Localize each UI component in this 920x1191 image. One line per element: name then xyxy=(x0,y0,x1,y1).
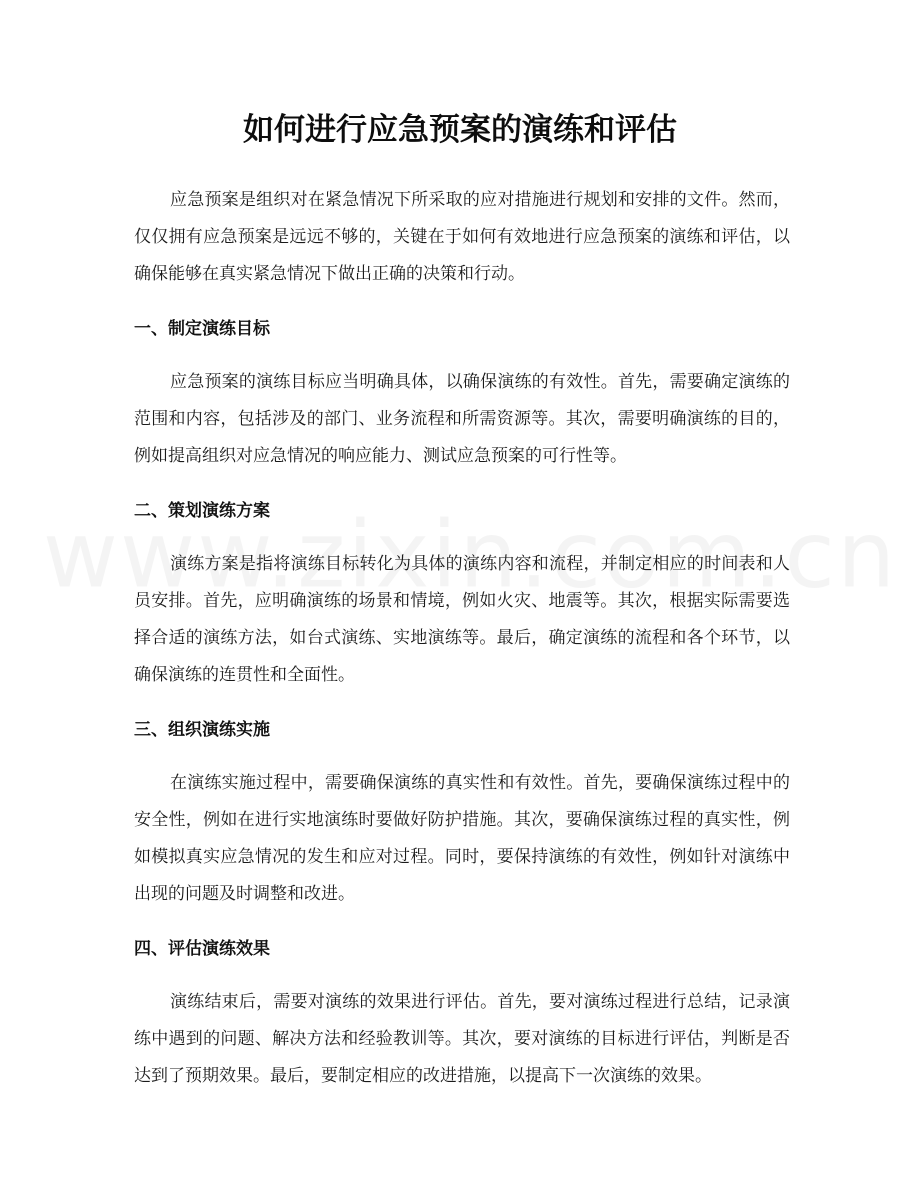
section-heading-4: 四、评估演练效果 xyxy=(134,939,270,959)
intro-paragraph: 应急预案是组织对在紧急情况下所采取的应对措施进行规划和安排的文件。然而，仅仅拥有应急预案是远远不够的，关键在于如何有效地进行应急预案的演练和评估，以确保能够在真实紧急情况下做出正确的决策和行动。 xyxy=(134,190,790,284)
section-heading-3: 三、组织演练实施 xyxy=(134,720,270,740)
section-heading-1: 一、制定演练目标 xyxy=(134,319,270,339)
section-heading-2: 二、策划演练方案 xyxy=(134,501,270,521)
section-paragraph-4: 演练结束后，需要对演练的效果进行评估。首先，要对演练过程进行总结，记录演练中遇到的问题、解决方法和经验教训等。其次，要对演练的目标进行评估，判断是否达到了预期效果。最后，要制定相应的改进措施，以提高下一次演练的效果。 xyxy=(134,992,790,1086)
section-paragraph-1: 应急预案的演练目标应当明确具体，以确保演练的有效性。首先，需要确定演练的范围和内容，包括涉及的部门、业务流程和所需资源等。其次，需要明确演练的目的，例如提高组织对应急情况的响应能力、测试应急预案的可行性等。 xyxy=(134,372,790,466)
section-paragraph-2: 演练方案是指将演练目标转化为具体的演练内容和流程，并制定相应的时间表和人员安排。首先，应明确演练的场景和情境，例如火灾、地震等。其次，根据实际需要选择合适的演练方法，如台式演练、实地演练等。最后，确定演练的流程和各个环节，以确保演练的连贯性和全面性。 xyxy=(134,554,790,685)
document-title: 如何进行应急预案的演练和评估 xyxy=(243,112,677,148)
document-body xyxy=(134,182,790,1095)
section-paragraph-3: 在演练实施过程中，需要确保演练的真实性和有效性。首先，要确保演练过程中的安全性，例如在进行实地演练时要做好防护措施。其次，要确保演练过程的真实性，例如模拟真实应急情况的发生和应对过程。同时，要保持演练的有效性，例如针对演练中出现的问题及时调整和改进。 xyxy=(134,773,790,904)
